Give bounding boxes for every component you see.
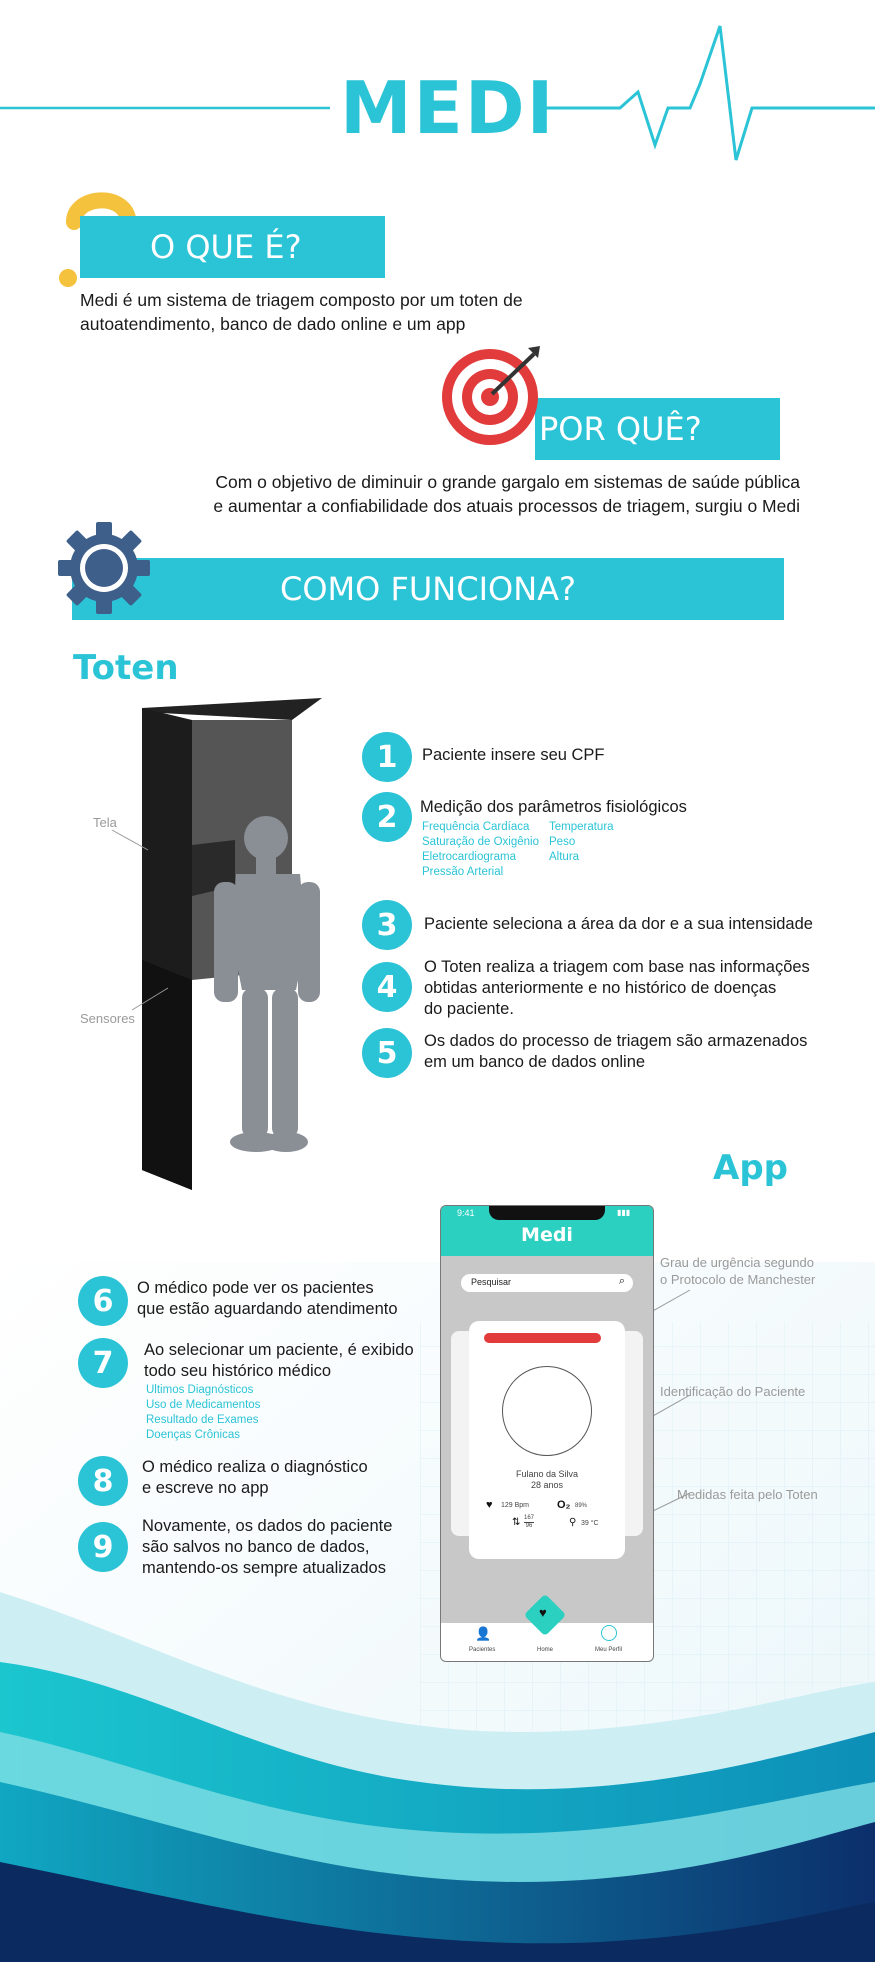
search-icon[interactable]: ⌕ — [618, 1275, 625, 1287]
patient-age: 28 anos — [530, 1480, 564, 1490]
step-5-number: 5 — [362, 1028, 412, 1078]
step-2-number: 2 — [362, 792, 412, 842]
annotation-identification: Identificação do Paciente — [660, 1384, 806, 1399]
step-3-text: Paciente seleciona a área da dor e a sua intensidade — [424, 915, 813, 933]
step-4-number: 4 — [362, 962, 412, 1012]
step-2-text: Medição dos parâmetros fisiológicos — [420, 798, 687, 816]
what-text: Medi é um sistema de triagem composto por um toten de autoatendimento, banco de dado online e um app — [80, 290, 523, 334]
patient-photo — [502, 1366, 592, 1456]
heart-rate: 129 Bpm — [501, 1502, 530, 1509]
nav-profile[interactable]: Meu Perfil — [595, 1647, 623, 1653]
patient-card[interactable] — [469, 1321, 625, 1559]
heart-fab-icon: ♥ — [539, 1605, 547, 1620]
phone-search[interactable] — [461, 1274, 633, 1292]
phone-notch — [489, 1206, 605, 1220]
why-text: Com o objetivo de diminuir o grande gargalo em sistemas de saúde pública e aumentar a confiabilidade dos atuais processos de triagem, surgiu o Medi — [213, 472, 800, 516]
step-9-number: 9 — [78, 1522, 128, 1572]
step-8-text: O médico realiza o diagnóstico e escreve no app — [142, 1458, 368, 1497]
temperature: 39 °C — [581, 1520, 599, 1527]
step-7-number: 7 — [78, 1338, 128, 1388]
step-2-params-left: Frequência Cardíaca Saturação de Oxigênio Eletrocardiograma Pressão Arterial — [422, 821, 539, 878]
toten-title: Toten — [73, 648, 179, 688]
step-1-number: 1 — [362, 732, 412, 782]
heart-icon: ♥ — [486, 1499, 493, 1511]
gear-icon — [54, 518, 154, 618]
profile-icon[interactable] — [601, 1625, 617, 1641]
step-5-text: Os dados do processo de triagem são armazenados em um banco de dados online — [424, 1032, 808, 1071]
what-banner — [80, 216, 385, 278]
urgency-bar — [484, 1333, 601, 1343]
medi-logo: MEDI — [340, 66, 556, 150]
annotation-urgency: Grau de urgência segundo o Protocolo de Manchester — [660, 1255, 816, 1287]
step-9-text: Novamente, os dados do paciente são salvos no banco de dados, mantendo-os sempre atualizados — [142, 1517, 393, 1577]
header — [0, 20, 875, 170]
phone-header — [441, 1206, 653, 1256]
step-6-text: O médico pode ver os pacientes que estão aguardando atendimento — [137, 1279, 398, 1318]
why-title: POR QUÊ? — [539, 410, 702, 448]
phone-mockup — [440, 1205, 654, 1662]
why-banner — [535, 398, 780, 460]
step-7-text: Ao selecionar um paciente, é exibido todo seu histórico médico — [144, 1341, 414, 1380]
o2-value: 89% — [575, 1503, 588, 1509]
signal-icon: ▮▮▮ — [617, 1208, 631, 1217]
thermometer-icon: ⚲ — [569, 1517, 577, 1528]
step-7-sub: Ultimos Diagnósticos Uso de Medicamentos Resultado de Exames Doenças Crônicas — [146, 1384, 261, 1441]
label-screen: Tela — [93, 815, 117, 830]
what-title: O QUE É? — [150, 228, 302, 266]
phone-app-name: Medi — [521, 1224, 573, 1246]
step-3-number: 3 — [362, 900, 412, 950]
label-sensors: Sensores — [80, 1011, 135, 1026]
how-title: COMO FUNCIONA? — [279, 570, 577, 608]
add-patient-icon[interactable]: 👤 — [475, 1626, 492, 1641]
pressure-icon: ⇅ — [512, 1517, 521, 1528]
phone-time: 9:41 — [457, 1208, 475, 1218]
step-2-params-right: Temperatura Peso Altura — [549, 821, 614, 863]
toten-kiosk-illustration — [60, 690, 330, 1210]
step-6-number: 6 — [78, 1276, 128, 1326]
nav-home[interactable]: Home — [537, 1647, 554, 1653]
nav-patients[interactable]: Pacientes — [469, 1647, 496, 1653]
target-icon — [440, 342, 550, 452]
how-banner — [72, 558, 784, 620]
annotation-measures: Medidas feita pelo Toten — [677, 1487, 818, 1502]
patient-name: Fulano da Silva — [515, 1469, 579, 1479]
search-placeholder: Pesquisar — [471, 1277, 512, 1287]
blood-pressure: 167 96 — [524, 1515, 535, 1529]
app-title: App — [713, 1148, 788, 1188]
step-4-text: O Toten realiza a triagem com base nas informações obtidas anteriormente e no histórico de doenças do paciente. — [424, 958, 810, 1018]
o2-icon: O₂ — [557, 1499, 571, 1511]
step-1-text: Paciente insere seu CPF — [422, 746, 605, 764]
step-8-number: 8 — [78, 1456, 128, 1506]
